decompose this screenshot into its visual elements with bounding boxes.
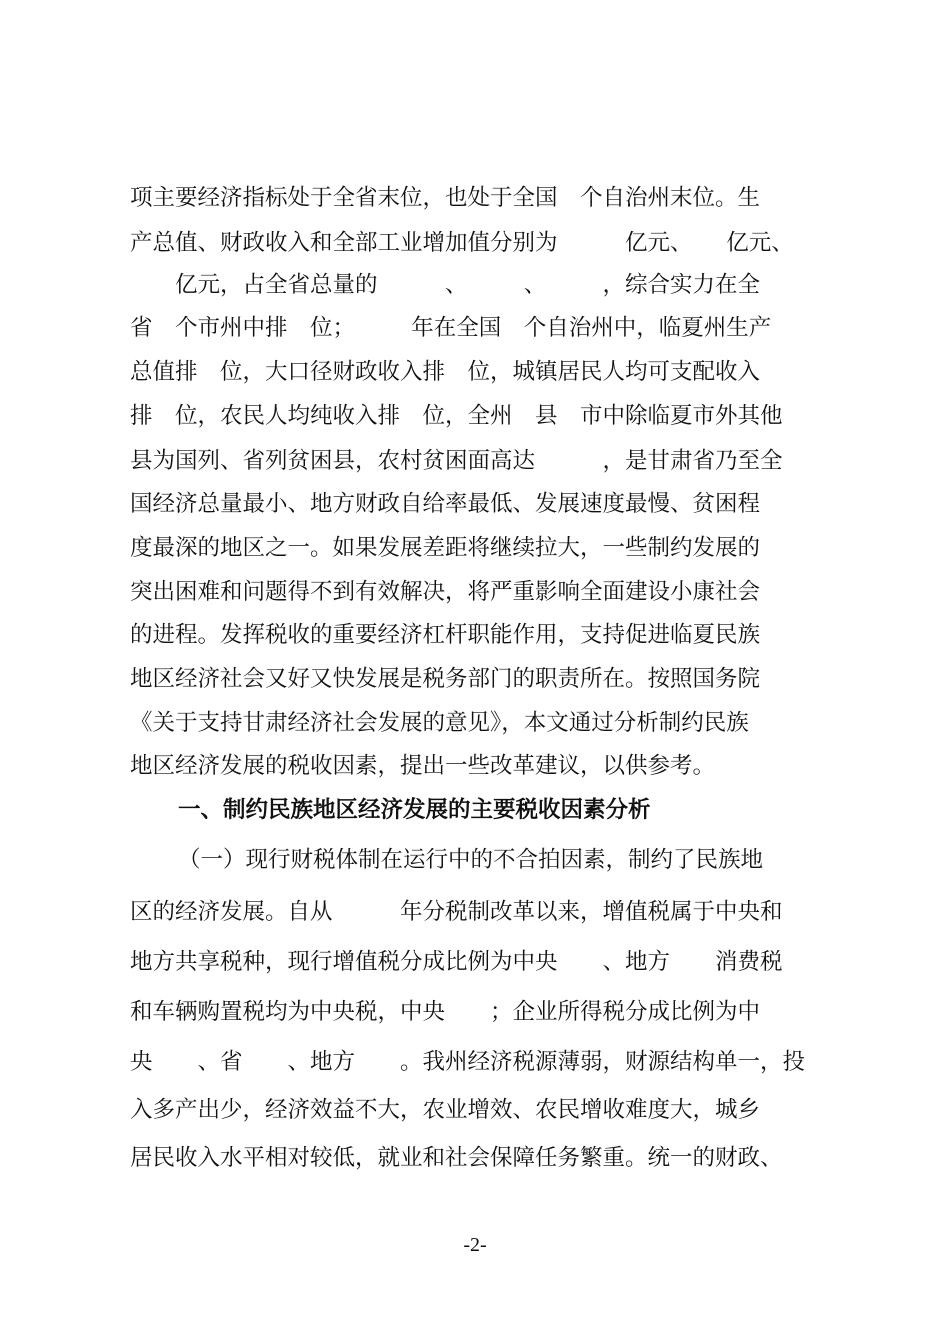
paragraph-line: 入多产出少，经济效益不大，农业增效、农民增收难度大，城乡 <box>130 1097 761 1123</box>
section-heading: 一、制约民族地区经济发展的主要税收因素分析 <box>178 797 651 823</box>
paragraph-line: 居民收入水平相对较低，就业和社会保障任务繁重。统一的财政、 <box>130 1145 783 1171</box>
paragraph-line: 国经济总量最小、地方财政自给率最低、发展速度最慢、贫困程 <box>130 491 761 517</box>
page-number: -2- <box>463 1234 487 1256</box>
paragraph-line: 地方共享税种，现行增值税分成比例为中央 、地方 消费税 <box>130 949 783 975</box>
paragraph-line: 突出困难和问题得不到有效解决，将严重影响全面建设小康社会 <box>130 579 761 605</box>
paragraph-line: 总值排 位，大口径财政收入排 位，城镇居民人均可支配收入 <box>130 359 761 385</box>
paragraph-line: （一）现行财税体制在运行中的不合拍因素，制约了民族地 <box>178 847 764 873</box>
paragraph-line: 央 、省 、地方 。我州经济税源薄弱，财源结构单一，投 <box>130 1049 806 1075</box>
paragraph-line: 省 个市州中排 位； 年在全国 个自治州中，临夏州生产 <box>130 315 772 341</box>
paragraph-line: 地区经济社会又好又快发展是税务部门的职责所在。按照国务院 <box>130 666 761 692</box>
paragraph-line: 区的经济发展。自从 年分税制改革以来，增值税属于中央和 <box>130 899 783 925</box>
paragraph-line: 的进程。发挥税收的重要经济杠杆职能作用，支持促进临夏民族 <box>130 622 761 648</box>
paragraph-line: 和车辆购置税均为中央税，中央 ；企业所得税分成比例为中 <box>130 999 761 1025</box>
paragraph-line: 地区经济发展的税收因素，提出一些改革建议，以供参考。 <box>130 753 716 779</box>
paragraph-line: 亿元，占全省总量的 、 、 ，综合实力在全 <box>130 272 761 298</box>
paragraph-line: 产总值、财政收入和全部工业增加值分别为 亿元、 亿元、 <box>130 230 794 256</box>
paragraph-line: 《关于支持甘肃经济社会发展的意见》，本文通过分析制约民族 <box>130 710 749 736</box>
paragraph-line: 排 位，农民人均纯收入排 位，全州 县 市中除临夏市外其他 <box>130 403 783 429</box>
paragraph-line: 度最深的地区之一。如果发展差距将继续拉大，一些制约发展的 <box>130 535 761 561</box>
paragraph-line: 县为国列、省列贫困县，农村贫困面高达 ，是甘肃省乃至全 <box>130 448 783 474</box>
paragraph-line: 项主要经济指标处于全省末位，也处于全国 个自治州末位。生 <box>130 185 761 211</box>
